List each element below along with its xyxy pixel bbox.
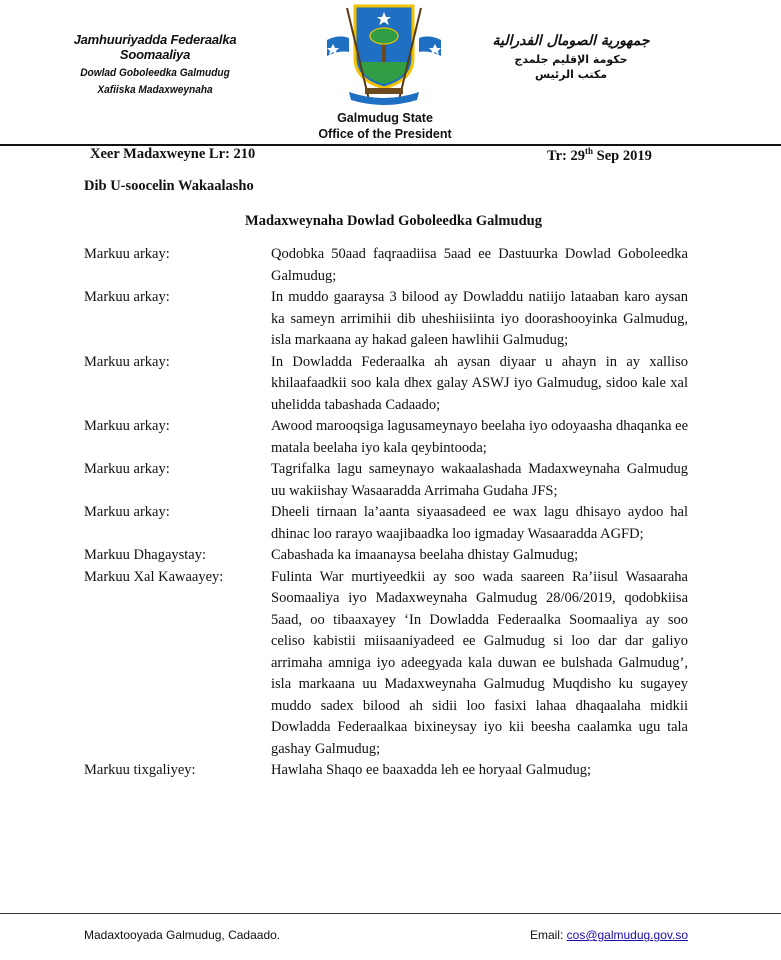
clause-row bbox=[84, 502, 688, 545]
clause-label: Markuu arkay: bbox=[84, 504, 170, 520]
clause-label: Markuu Xal Kawaayey: bbox=[84, 568, 224, 585]
clause-row bbox=[84, 459, 688, 502]
clause-text: Dheeli tirnaan la’aanta siyaasadeed ee wax lagu dhisayo aydoo hal dhinac loo rarayo waajibaadka loo igmaday Wasaaradda AGFD; bbox=[271, 504, 688, 542]
document-subject: Dib U-soocelin Wakaalasho bbox=[84, 178, 254, 194]
decree-number: Xeer Madaxweyne Lr: 210 bbox=[90, 146, 256, 162]
footer-divider bbox=[0, 913, 781, 914]
clause-row bbox=[84, 416, 688, 459]
office-name-arabic: مكتب الرئيس bbox=[534, 68, 608, 81]
federal-republic-name: Jamhuuriyadda Federaalka Soomaaliya bbox=[73, 32, 237, 62]
document-title: Madaxweynaha Dowlad Goboleedka Galmudug bbox=[245, 213, 542, 229]
clause-label: Markuu Dhagaystay: bbox=[84, 547, 207, 563]
clause-row bbox=[84, 567, 688, 761]
decree-date bbox=[547, 146, 652, 165]
footer-address: Madaxtooyada Galmudug, Cadaado. bbox=[84, 928, 281, 942]
state-title-block bbox=[300, 110, 470, 142]
clause-row bbox=[84, 287, 688, 352]
clause-text: Tagrifalka lagu sameynayo wakaalashada Madaxweynaha Galmudug uu wakiishay Wasaaradda Arrimaha Gudaha JFS; bbox=[271, 461, 688, 499]
clause-text: Cabashada ka imaanaysa beelaha dhistay Galmudug; bbox=[271, 547, 579, 563]
clauses-list bbox=[84, 244, 688, 782]
state-government-name-arabic: حكومة الإقليم جلمدج bbox=[514, 53, 628, 66]
clause-text: Awood marooqsiga lagusameynayo beelaha iyo odoyaasha dhaqanka ee matala beelaha iyo kala qeybintooda; bbox=[271, 418, 689, 456]
email-label: Email: bbox=[529, 928, 567, 942]
clause-label: Markuu arkay: bbox=[84, 289, 170, 305]
date-prefix: Tr: 29 bbox=[547, 147, 585, 164]
clause-row bbox=[84, 760, 688, 782]
clause-text: Fulinta War murtiyeedkii ay soo wada saareen Ra’iisul Wasaaraha Soomaaliya iyo Madaxweynaha Galmudug 28/06/2019, qodobkiisa 5aad, oo tibaaxayey ‘In Dowladda Federaalka Soomaaliya ay soo celiso kabistii miisaaniyadeed ee Galmudug si loo dar dar galiyo arrimaha amniga iyo adeegyada kala duwan ee bulshada Galmudug’, isla markaana uu Madaxweynaha Galmudug Muqdisho ku sugayey muddo sadex bilood ah sidii loo fasixi lahaa dhaqaalaha midkii Dowladda Federaalkaa bixineysay iyo kii beesha caalamka ugu tala gashay Galmudug; bbox=[271, 568, 688, 757]
email-link[interactable]: cos@galmudug.gov.so bbox=[566, 928, 688, 942]
galmudug-coat-of-arms-icon bbox=[319, 0, 449, 108]
office-name: Xafiiska Madaxweynaha bbox=[97, 84, 213, 96]
clause-label: Markuu tixgaliyey: bbox=[84, 762, 196, 778]
state-name: Galmudug State bbox=[337, 111, 433, 125]
header-left-block bbox=[50, 32, 260, 96]
office-title: Office of the President bbox=[318, 127, 452, 141]
clause-row bbox=[84, 352, 688, 417]
date-suffix: Sep 2019 bbox=[593, 147, 652, 164]
clause-text: Hawlaha Shaqo ee baaxadda leh ee horyaal Galmudug; bbox=[271, 762, 592, 778]
clause-row bbox=[84, 545, 688, 567]
clause-text: Qodobka 50aad faqraadiisa 5aad ee Dastuurka Dowlad Goboleedka Galmudug; bbox=[271, 246, 688, 284]
clause-label: Markuu arkay: bbox=[84, 353, 170, 370]
clause-text: In muddo gaaraysa 3 bilood ay Dowladdu natiijo lataaban karo aysan ka sameyn arrimihii dib uheshiisiinta iyo doorashooyinka Galmudug, isla markaana ay hakad galeen hawlihii Galmudug; bbox=[271, 289, 688, 348]
header-right-block bbox=[471, 33, 671, 81]
clause-label: Markuu arkay: bbox=[84, 461, 170, 477]
federal-republic-name-arabic: جمهورية الصومال الفدرالية bbox=[492, 33, 650, 49]
clause-label: Markuu arkay: bbox=[84, 246, 170, 262]
date-suffix-sup: th bbox=[585, 146, 594, 156]
clause-row bbox=[84, 244, 688, 287]
state-government-name: Dowlad Goboleedka Galmudug bbox=[80, 67, 230, 79]
clause-label: Markuu arkay: bbox=[84, 418, 170, 434]
clause-text: In Dowladda Federaalka ah aysan diyaar u ahayn in ay xalliso khilaafaadkii soo kala dhex galay ASWJ iyo Galmudug, sidoo kale xal uhelidda tabashada Cadaado; bbox=[271, 353, 688, 413]
footer-email-block bbox=[530, 928, 688, 942]
